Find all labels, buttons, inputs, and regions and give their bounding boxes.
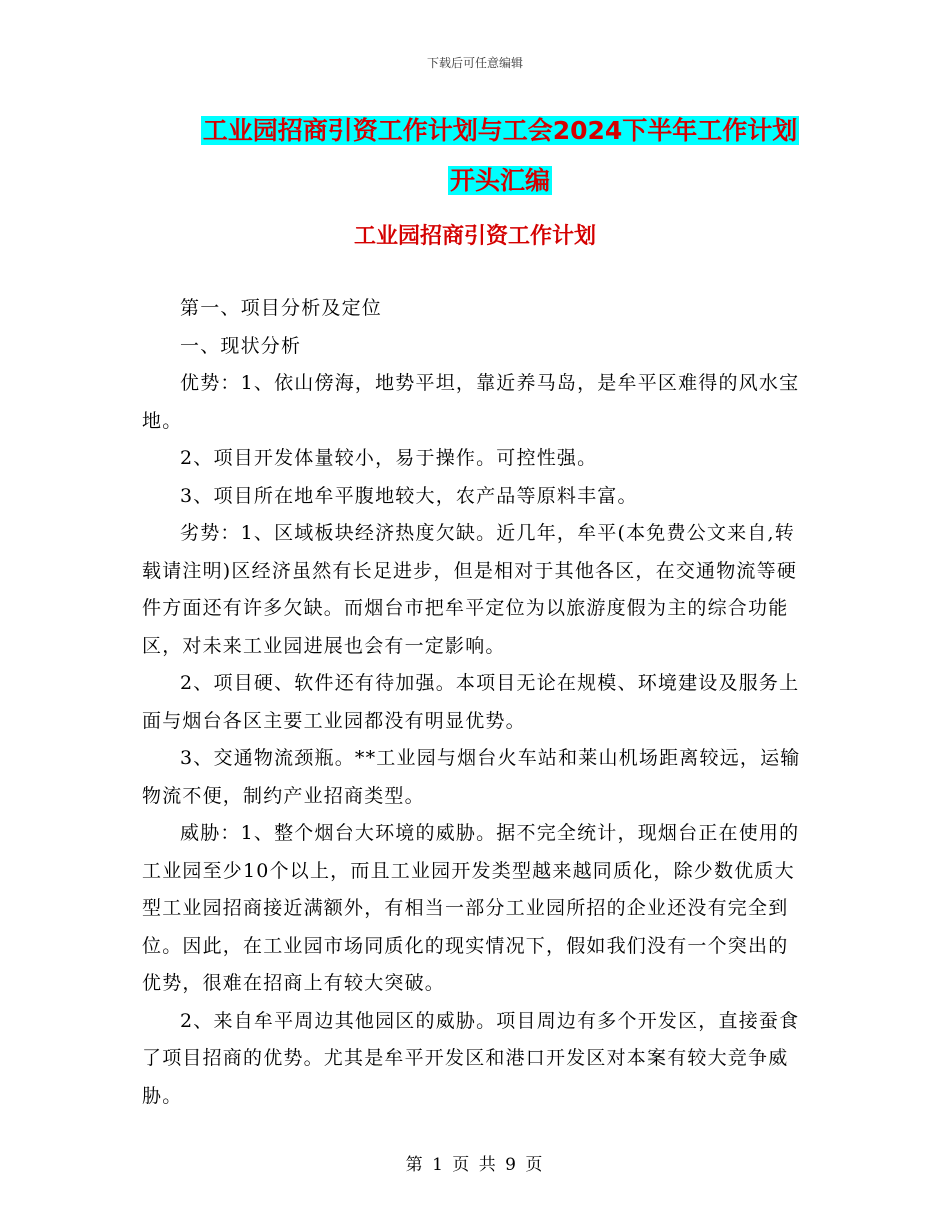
paragraph: 3、项目所在地牟平腹地较大，农产品等原料丰富。 [180,484,638,507]
paragraph: 优势：1、依山傍海，地势平坦，靠近养马岛，是牟平区难得的风水宝地。 [142,372,800,432]
page-footer: 第 1 页 共 9 页 [405,1155,545,1175]
header-note: 下载后可任意编辑 [426,56,523,70]
paragraph: 3、交通物流颈瓶。**工业园与烟台火车站和莱山机场距离较远，运输物流不便，制约产业招商类型。 [142,747,801,807]
paragraph: 劣势：1、区域板块经济热度欠缺。近几年，牟平(本免费公文来自,转载请注明)区经济虽然有长足进步，但是相对于其他各区，在交通物流等硬件方面还有许多欠缺。而烟台市把牟平定位为以旅游度假为主的综合功能区，对未来工业园进展也会有一定影响。 [142,522,798,657]
paragraph: 一、现状分析 [180,334,302,357]
document-title-line1: 工业园招商引资工作计划与工会2024下半年工作计划 [202,116,798,145]
document-title-line2: 开头汇编 [449,166,550,195]
body-text [142,290,807,1115]
paragraph: 2、项目开发体量较小，易于操作。可控性强。 [180,447,598,469]
paragraph: 2、项目硬、软件还有待加强。本项目无论在规模、环境建设及服务上面与烟台各区主要工业园都没有明显优势。 [142,672,800,732]
paragraph: 威胁：1、整个烟台大环境的威胁。据不完全统计，现烟台正在使用的工业园至少10个以上，而且工业园开发类型越来越同质化，除少数优质大型工业园招商接近满额外，有相当一部分工业园所招的企业还没有完全到位。因此，在工业园市场同质化的现实情况下，假如我们没有一个突出的优势，很难在招商上有较大突破。 [142,822,800,994]
document-title [140,106,860,206]
section-title: 工业园招商引资工作计划 [353,224,596,249]
paragraph: 2、来自牟平周边其他园区的威胁。项目周边有多个开发区，直接蚕食了项目招商的优势。尤其是牟平开发区和港口开发区对本案有较大竞争威胁。 [142,1009,800,1107]
paragraph: 第一、项目分析及定位 [180,297,383,319]
